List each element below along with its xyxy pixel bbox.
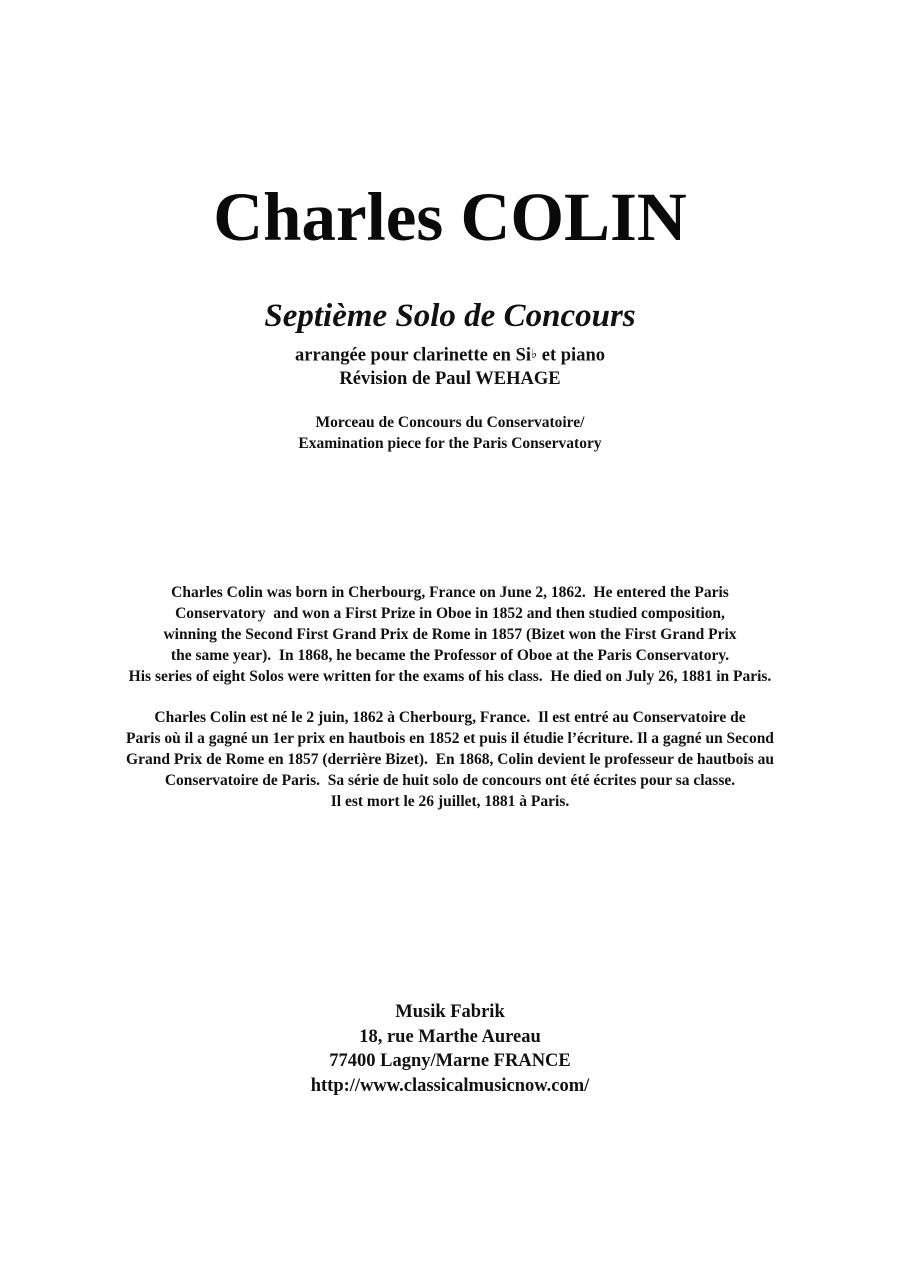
arrangement-prefix: arrangée pour clarinette en Si — [295, 345, 532, 366]
bio-line: Charles Colin est né le 2 juin, 1862 à Cherbourg, France. Il est entré au Conservatoire de — [154, 709, 746, 726]
revision-line: Révision de Paul WEHAGE — [339, 368, 561, 389]
publisher-block — [0, 1000, 900, 1098]
flat-symbol-icon: ♭ — [531, 346, 538, 361]
bio-line: Conservatoire de Paris. Sa série de huit solo de concours ont été écrites pour sa classe. — [164, 772, 736, 789]
exam-note — [0, 412, 900, 454]
bio-line: His series of eight Solos were written for the exams of his class. He died on July 26, 1881 in Paris. — [128, 668, 772, 685]
biography-french — [0, 707, 900, 812]
bio-line: Il est mort le 26 juillet, 1881 à Paris. — [330, 793, 570, 810]
bio-line: winning the Second First Grand Prix de Rome in 1857 (Bizet won the First Grand Prix — [163, 626, 737, 643]
work-title: Septième Solo de Concours — [264, 298, 636, 334]
bio-line: Paris où il a gagné un 1er prix en hautbois en 1852 et puis il étudie l’écriture. Il a gagné un Second — [126, 730, 774, 747]
publisher-name: Musik Fabrik — [395, 1002, 505, 1022]
arrangement-suffix: et piano — [537, 345, 605, 366]
exam-note-line: Morceau de Concours du Conservatoire/ — [315, 414, 585, 431]
publisher-website: http://www.classicalmusicnow.com/ — [310, 1075, 590, 1096]
bio-line: Grand Prix de Rome en 1857 (derrière Bizet). En 1868, Colin devient le professeur de hautbois au — [126, 751, 774, 768]
bio-line: Conservatory and won a First Prize in Oboe in 1852 and then studied composition, — [175, 605, 725, 622]
publisher-street: 18, rue Marthe Aureau — [359, 1026, 541, 1047]
biography-english — [0, 582, 900, 687]
publisher-city: 77400 Lagny/Marne FRANCE — [329, 1051, 571, 1071]
exam-note-line: Examination piece for the Paris Conservatory — [298, 435, 602, 452]
subtitle-block — [0, 342, 900, 391]
composer-name: Charles COLIN — [213, 179, 687, 255]
bio-line: Charles Colin was born in Cherbourg, France on June 2, 1862. He entered the Paris — [171, 584, 729, 601]
arrangement-line — [0, 342, 900, 368]
bio-line: the same year). In 1868, he became the Professor of Oboe at the Paris Conservatory. — [170, 647, 730, 664]
